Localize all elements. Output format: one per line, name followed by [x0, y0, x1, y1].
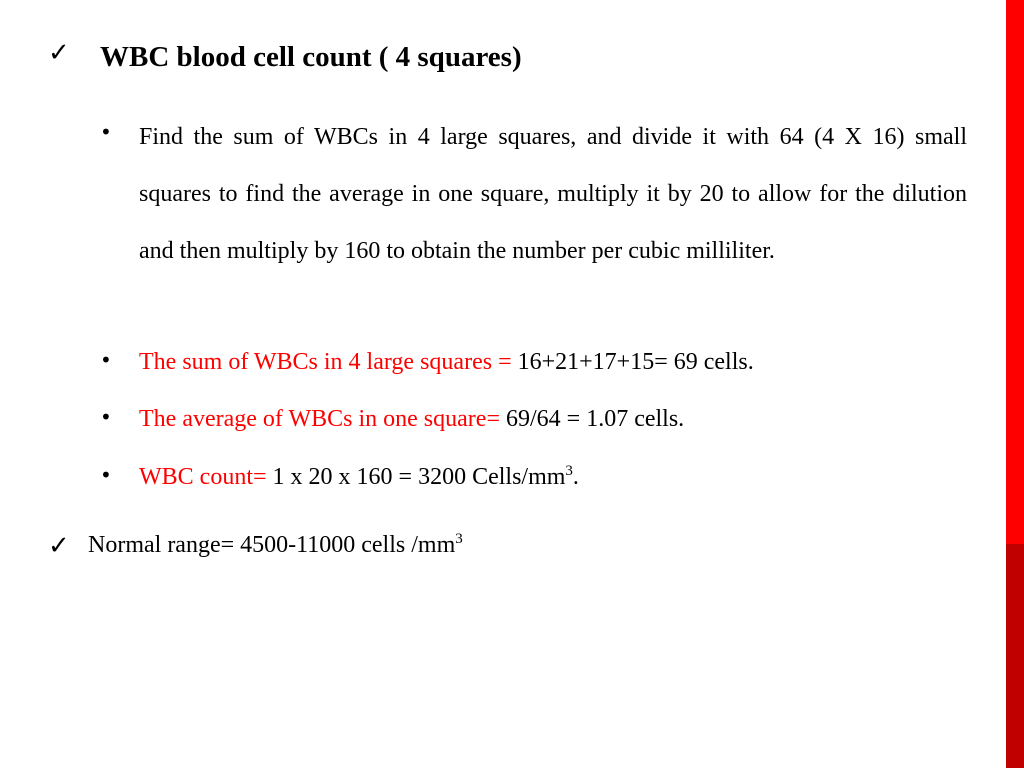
right-edge-red-bar: [1006, 0, 1024, 544]
count-line: [139, 462, 579, 492]
normal-range-exponent: 3: [455, 531, 463, 547]
count-value: 1 x 20 x 160 = 3200 Cells/mm: [266, 464, 566, 490]
normal-range-text: Normal range= 4500-11000 cells /mm: [88, 532, 456, 558]
slide-title: WBC blood cell count ( 4 squares): [100, 41, 522, 73]
count-exponent: 3: [565, 463, 573, 479]
count-label: WBC count=: [139, 464, 267, 490]
checkmark-icon: ✓: [48, 531, 70, 561]
count-suffix: .: [572, 464, 579, 490]
sum-line: [139, 347, 754, 377]
checkmark-icon: ✓: [48, 38, 70, 68]
sum-value: 16+21+17+15= 69 cells.: [511, 349, 754, 375]
intro-paragraph: Find the sum of WBCs in 4 large squares, and divide it with 64 (4 X 16) small squares to find the average in one square, multiply it by 20 to allow for the dilution and then multiply by 160 to obtain the number per cubic milliliter.: [139, 124, 967, 264]
sum-label: The sum of WBCs in 4 large squares =: [139, 349, 512, 375]
bullet-icon: •: [100, 405, 112, 429]
average-line: [139, 404, 684, 434]
bullet-icon: •: [100, 120, 112, 144]
normal-range-line: [88, 530, 463, 560]
average-label: The average of WBCs in one square=: [139, 406, 500, 432]
bullet-icon: •: [100, 348, 112, 372]
right-edge-dark-red-bar: [1006, 544, 1024, 768]
bullet-icon: •: [100, 463, 112, 487]
average-value: 69/64 = 1.07 cells.: [499, 406, 685, 432]
